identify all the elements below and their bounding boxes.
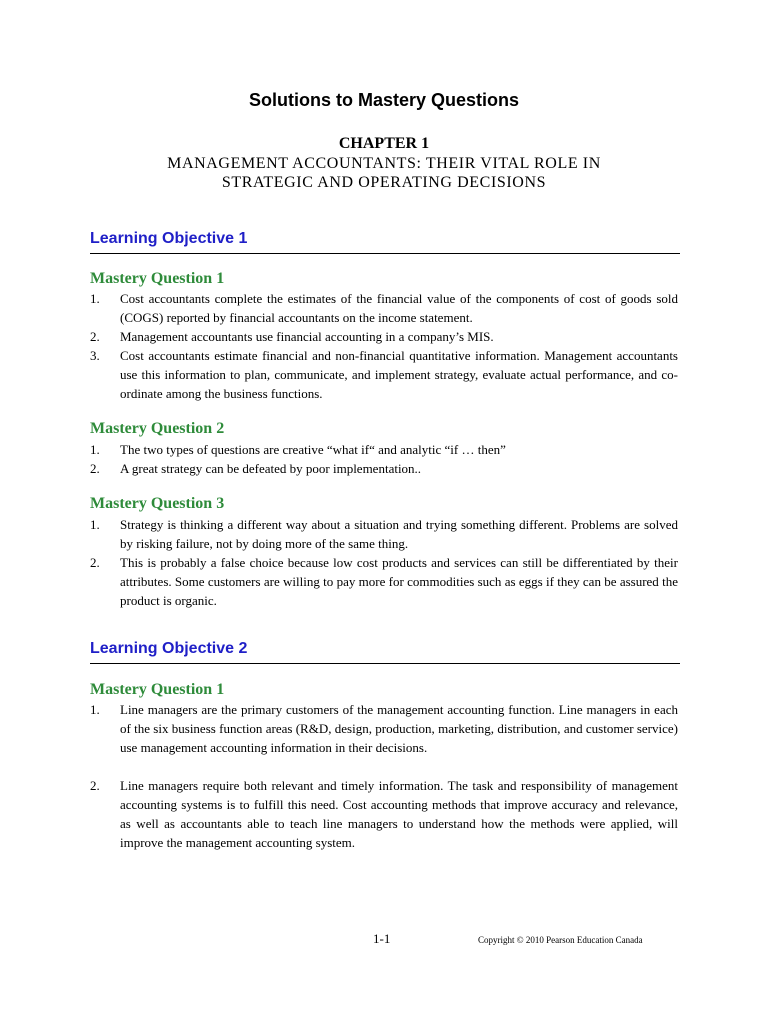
item-number: 2. xyxy=(90,329,100,344)
copyright-notice: Copyright © 2010 Pearson Education Canada xyxy=(478,935,643,945)
item-number: 3. xyxy=(90,348,100,363)
page-title: Solutions to Mastery Questions xyxy=(248,90,520,110)
item-text: This is probably a false choice because low cost products and services can still be differentiated by their attributes. Some customers are willing to pay more for commodities such as eggs if they can be assured the product is organic. xyxy=(120,555,678,608)
item-text: Line managers are the primary customers of the management accounting function. Line managers in each of the six business function areas (R&D, design, production, marketing, distribution, and customer service) use management accounting information in their decisions. xyxy=(120,702,678,755)
lo1-mastery-question-2-heading: Mastery Question 2 xyxy=(90,420,225,437)
item-number: 1. xyxy=(90,702,100,717)
item-text: A great strategy can be defeated by poor implementation.. xyxy=(120,461,422,476)
list-item xyxy=(90,289,678,327)
item-text: Cost accountants estimate financial and non-financial quantitative information. Management accountants use this information to plan, communicate, and implement strategy, evaluate actual performance, and co-ordinate among the business functions. xyxy=(120,348,678,401)
chapter-subtitle xyxy=(0,154,768,192)
list-item xyxy=(90,440,678,459)
lo2-mq1-answer-list xyxy=(90,700,678,852)
lo1-mq1-answer-list xyxy=(90,289,678,403)
list-item xyxy=(90,553,678,610)
chapter-label: CHAPTER 1 xyxy=(338,135,430,152)
list-item xyxy=(90,776,678,852)
item-text: Cost accountants complete the estimates of the financial value of the components of cost of goods sold (COGS) reported by financial accountants on the income statement. xyxy=(120,291,678,325)
page-number: 1-1 xyxy=(373,931,391,946)
learning-objective-1-heading: Learning Objective 1 xyxy=(90,230,680,254)
item-text: Management accountants use financial accounting in a company’s MIS. xyxy=(120,329,494,344)
item-number: 2. xyxy=(90,461,100,476)
item-number: 1. xyxy=(90,291,100,306)
list-item xyxy=(90,346,678,403)
list-item xyxy=(90,515,678,553)
item-text: Line managers require both relevant and timely information. The task and responsibility of management accounting systems is to fulfill this need. Cost accounting methods that improve accuracy and relevance, as well as accountants able to teach line managers to understand how the methods were applied, will improve the management accounting system. xyxy=(120,778,678,850)
item-text: Strategy is thinking a different way about a situation and trying something different. Problems are solved by risking failure, not by doing more of the same thing. xyxy=(120,517,678,551)
item-number: 2. xyxy=(90,778,100,793)
item-text: The two types of questions are creative “what if“ and analytic “if … then” xyxy=(120,442,506,457)
item-number: 2. xyxy=(90,555,100,570)
lo1-mq2-answer-list xyxy=(90,440,678,478)
lo1-mq3-answer-list xyxy=(90,515,678,610)
chapter-subtitle-line-2: STRATEGIC AND OPERATING DECISIONS xyxy=(221,174,547,191)
list-item xyxy=(90,459,678,478)
lo1-mastery-question-3-heading: Mastery Question 3 xyxy=(90,495,225,512)
lo2-mastery-question-1-heading: Mastery Question 1 xyxy=(90,681,225,698)
item-number: 1. xyxy=(90,442,100,457)
chapter-subtitle-line-1: MANAGEMENT ACCOUNTANTS: THEIR VITAL ROLE IN xyxy=(167,155,601,172)
lo1-mastery-question-1-heading: Mastery Question 1 xyxy=(90,270,225,287)
list-item xyxy=(90,700,678,757)
learning-objective-2-heading: Learning Objective 2 xyxy=(90,640,680,664)
item-number: 1. xyxy=(90,517,100,532)
list-item xyxy=(90,327,678,346)
